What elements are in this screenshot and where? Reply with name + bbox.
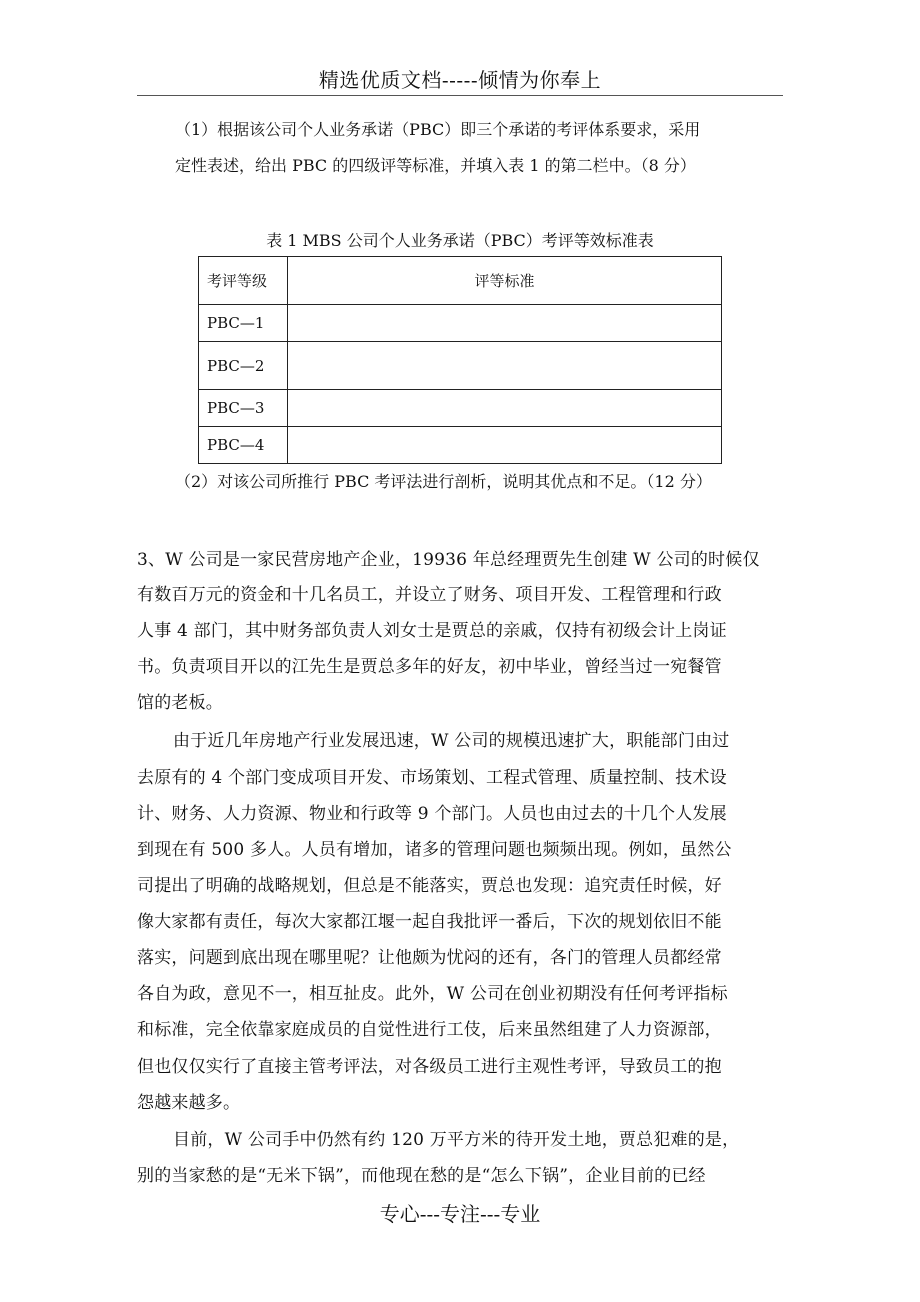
case-paragraph-line: 计、财务、人力资源、物业和行政等 9 个部门。人员也由过去的十几个人发展 [137,804,727,824]
grade-cell: PBC—2 [199,342,288,390]
question2-line1: （2）对该公司所推行 PBC 考评法进行剖析，说明其优点和不足。（12 分） [175,472,712,491]
table-row [199,427,722,464]
grade-cell: PBC—1 [199,305,288,342]
case-paragraph-line: 书。负责项目开以的江先生是贾总多年的好友，初中毕业，曾经当过一宛餐管 [137,657,722,677]
case-paragraph-line: 由于近几年房地产行业发展迅速，W 公司的规模迅速扩大，职能部门由过 [173,731,730,751]
case-paragraph-line: 别的当家愁的是“无米下锅”，而他现在愁的是“怎么下锅”，企业目前的已经 [137,1166,706,1186]
grade-cell: PBC—3 [199,390,288,427]
case-paragraph-line: 落实，问题到底出现在哪里呢？让他颇为忧闷的还有，各门的管理人员都经常 [137,948,722,968]
table-row [199,305,722,342]
table-row [199,342,722,390]
case-paragraph-line: 司提出了明确的战略规划，但总是不能落实，贾总也发现：追究责任时候，好 [137,876,722,896]
case-paragraph-line: 馆的老板。 [137,693,223,713]
table-header-row [199,257,722,305]
standard-cell [288,427,722,464]
case-paragraph-line: 怨越来越多。 [137,1093,241,1113]
question1-line2: 定性表述，给出 PBC 的四级评等标准，并填入表 1 的第二栏中。（8 分） [175,156,696,175]
page-header-title: 精选优质文档-----倾情为你奉上 [318,68,602,92]
table-caption: 表 1 MBS 公司个人业务承诺（PBC）考评等效标准表 [266,231,654,250]
header-divider [137,95,783,96]
case-paragraph-line: 和标准，完全依靠家庭成员的自觉性进行工伎，后来虽然组建了人力资源部， [137,1020,722,1040]
standard-cell [288,390,722,427]
case-paragraph-line: 到现在有 500 多人。人员有增加，诸多的管理问题也频频出现。例如，虽然公 [137,840,732,860]
case-paragraph-line: 人事 4 部门，其中财务部负责人刘女士是贾总的亲戚，仅持有初级会计上岗证 [137,621,727,641]
grade-cell: PBC—4 [199,427,288,464]
case-paragraph-line: 像大家都有责任，每次大家都江堰一起自我批评一番后，下次的规划依旧不能 [137,912,722,932]
header-grade: 考评等级 [199,257,288,305]
case-paragraph-line: 各自为政，意见不一，相互扯皮。此外，W 公司在创业初期没有任何考评指标 [137,984,728,1004]
case-paragraph-line: 有数百万元的资金和十几名员工，并设立了财务、项目开发、工程管理和行政 [137,585,722,605]
case-paragraph-line: 但也仅仅实行了直接主管考评法，对各级员工进行主观性考评，导致员工的抱 [137,1057,722,1077]
question1-line1: （1）根据该公司个人业务承诺（PBC）即三个承诺的考评体系要求，采用 [175,120,701,139]
table-row [199,390,722,427]
case-paragraph-line: 去原有的 4 个部门变成项目开发、市场策划、工程式管理、质量控制、技术设 [137,768,727,788]
page-footer: 专心---专注---专业 [379,1202,541,1226]
standard-cell [288,305,722,342]
header-standard: 评等标准 [288,257,722,305]
standard-cell [288,342,722,390]
case-paragraph-line: 3、W 公司是一家民营房地产企业，19936 年总经理贾先生创建 W 公司的时候仅 [137,550,760,570]
pbc-standards-table [198,256,722,464]
case-paragraph-line: 目前，W 公司手中仍然有约 120 万平方米的待开发土地，贾总犯难的是， [173,1130,740,1150]
